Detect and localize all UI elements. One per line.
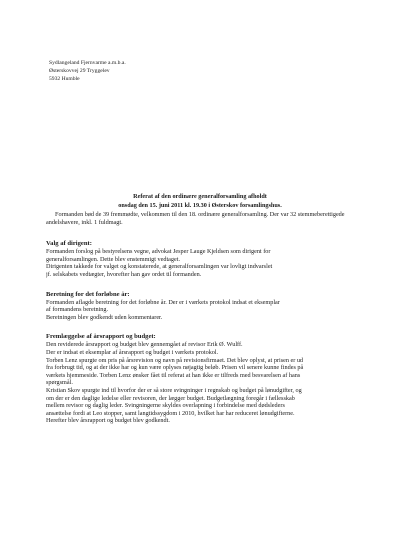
section-line: Herefter blev årsrapport og budget blev godkendt. [46, 417, 170, 425]
section-line: Kristian Skov spurgte ind til hvorfor der er så store svingninger i regnskab og budget på lønudgifter, og [46, 386, 302, 394]
sender-street: Østerskovvej 29 Tryggelev [49, 68, 110, 74]
document-body [46, 211, 364, 437]
section-line: Der er indsat et eksemplar af årsrapport og budget i værkets protokol. [46, 348, 219, 356]
section-line: Dirigenten takkede for valget og konstaterede, at generalforsamlingen var lovligt indvarslet [46, 263, 273, 271]
section-line: mellem revisor og daglig leder. Svingningerne skyldes overlapning i forbindelse med dødsleders [46, 402, 285, 410]
section-line: fra forbrugt tid, og at der ikke har og kun være oplyses nøjagtig beløb. Prisen vil senere kunne findes på [46, 364, 304, 372]
section-line: af formandens beretning. [46, 306, 109, 314]
intro-paragraph: Formanden bød de 39 fremmødte, velkommen til den 18. ordinære generalforsamling. Der var 32 stemmeberettigede andelshavere, inkl. 1 fuldmagt. [46, 211, 345, 226]
section-aarsrapport [46, 333, 364, 425]
section-line: Formanden forslog på bestyrelsens vegne, advokat Jesper Lauge Kjeldsen som dirigent for [46, 248, 271, 256]
sender-name: Sydlangeland Fjernvarme a.m.b.a. [49, 60, 126, 66]
section-line: værkets hjemmeside. Torben Lenz ønsker fået til referat at han ikke er tilfreds med besvarelsen af hans [46, 371, 301, 379]
section-line: generalforsamlingen. Dette blev enstemmigt vedtaget. [46, 255, 181, 263]
section-line: Den reviderede årsrapport og budget blev gennemgået af revisor Erik Ø. Wulff. [46, 341, 243, 349]
section-line: ansættelse fordi at Leo stopper, samt langtidssygdom i 2010, hvilket har har reduceret lønudgifterne. [46, 409, 295, 417]
section-line: Beretningen blev godkendt uden kommentarer. [46, 313, 163, 321]
title-line-2: onsdag den 15. juni 2011 kl. 19.30 i Østerskov forsamlingshus. [118, 201, 282, 209]
section-dirigent [46, 240, 364, 278]
sender-postcode: 5932 Humble [49, 76, 80, 82]
title-line-1: Referat af den ordinære generalforsamling afholdt [133, 193, 267, 200]
section-heading: Beretning for det forløbne år: [46, 290, 130, 298]
section-line: Formanden aflagde beretning for det forløbne år. Der er i værkets protokol indsat et eksemplar [46, 298, 280, 306]
section-heading: Valg af dirigent: [46, 240, 92, 248]
document-title [0, 193, 400, 210]
section-beretning [46, 291, 364, 322]
section-line: Torben Lenz spurgte om pris på årsrevision og navn på revisionsfirmaet. Det blev oplyst, at prisen er ud [46, 356, 304, 364]
section-line: spørgsmål. [46, 379, 73, 387]
section-line: om der er den daglige ledelse eller revisoren, der lægger budget. Budgetlægning foregår i fællesskab [46, 394, 295, 402]
sender-address [49, 59, 126, 83]
section-line: jf. selskabets vedtægter, hvorefter han gav ordet til formanden. [46, 270, 202, 278]
section-heading: Fremlæggelse af årsrapport og budget: [46, 333, 156, 341]
